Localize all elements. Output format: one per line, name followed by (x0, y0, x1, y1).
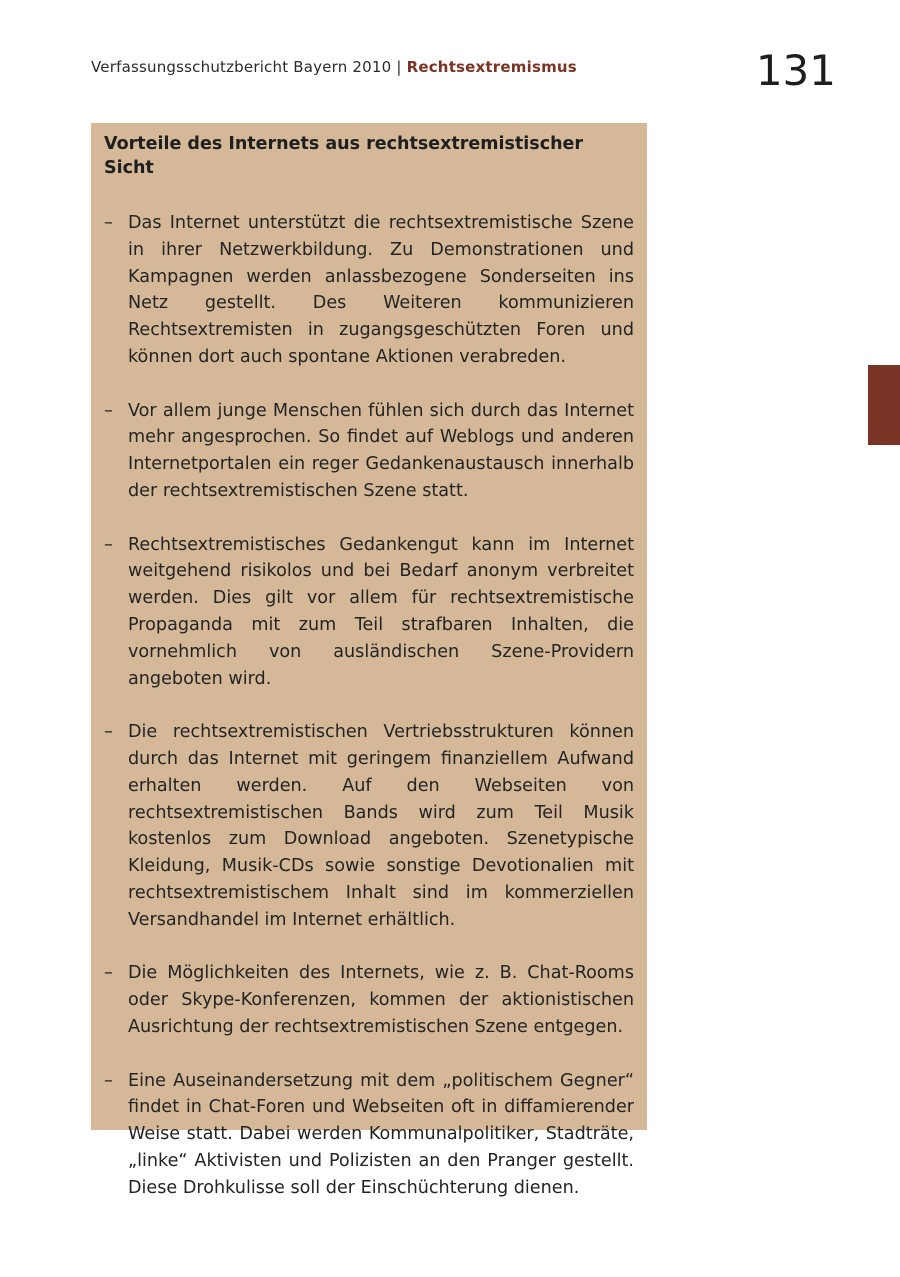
list-item-text: Die Möglichkeiten des Internets, wie z. B. Chat-Rooms oder Skype-Konferenzen, kommen der aktionistischen Ausrichtung der rechtsextremistischen Szene entgegen. (128, 963, 634, 1037)
dash-icon: – (104, 1070, 113, 1091)
list-item (104, 398, 634, 505)
list-item (104, 960, 634, 1040)
list-item (104, 210, 634, 371)
running-header (91, 58, 577, 76)
dash-icon: – (104, 963, 113, 984)
page-number: 131 (755, 46, 836, 95)
list-item-text: Das Internet unterstützt die rechtsextremistische Szene in ihrer Netzwerkbildung. Zu Demonstrationen und Kampagnen werden anlassbezogene Sonderseiten ins Netz gestellt. Des Weiteren kommunizieren Rechtsextremisten in zugangsgeschützten Foren und können dort auch spontane Aktionen verabreden. (128, 213, 634, 367)
publication-title: Verfassungsschutzbericht Bayern 2010 | (91, 58, 407, 76)
list-item (104, 719, 634, 933)
dash-icon: – (104, 534, 113, 555)
list-item-text: Rechtsextremistisches Gedankengut kann im Internet weitgehend risikolos und bei Bedarf anonym verbreitet werden. Dies gilt vor allem für rechtsextremistische Propaganda mit zum Teil strafbaren Inhalten, die vornehmlich von ausländischen Szene-Providern angeboten wird. (128, 534, 634, 689)
dash-icon: – (104, 722, 113, 743)
dash-icon: – (104, 213, 113, 233)
list-item-text: Vor allem junge Menschen fühlen sich durch das Internet mehr angesprochen. So findet auf Weblogs und anderen Internetportalen ein reger Gedankenaustausch innerhalb der rechtsextremistischen Szene statt. (128, 400, 634, 501)
dash-icon: – (104, 400, 113, 421)
box-title: Vorteile des Internets aus rechtsextremistischer Sicht (104, 134, 584, 178)
bullet-list (104, 210, 634, 1201)
chapter-tab-marker (868, 365, 900, 445)
list-item (104, 532, 634, 693)
info-box (91, 123, 647, 1198)
list-item (104, 1068, 634, 1202)
section-title: Rechtsextremismus (406, 58, 577, 76)
list-item-text: Eine Auseinandersetzung mit dem „politischem Gegner“ findet in Chat-Foren und Webseiten oft in diffamierender Weise statt. Dabei werden Kommunalpolitiker, Stadträte, „linke“ Aktivisten und Polizisten an den Pranger gestellt. Diese Drohkulisse soll der Einschüchterung dienen. (128, 1070, 634, 1198)
list-item-text: Die rechtsextremistischen Vertriebsstrukturen können durch das Internet mit geringem finanziellem Aufwand erhalten werden. Auf den Webseiten von rechtsextremistischen Bands wird zum Teil Musik kostenlos zum Download angeboten. Szenetypische Kleidung, Musik-CDs sowie sonstige Devotionalien mit rechtsextremistischem Inhalt sind im kommerziellen Versandhandel im Internet erhältlich. (128, 722, 634, 930)
